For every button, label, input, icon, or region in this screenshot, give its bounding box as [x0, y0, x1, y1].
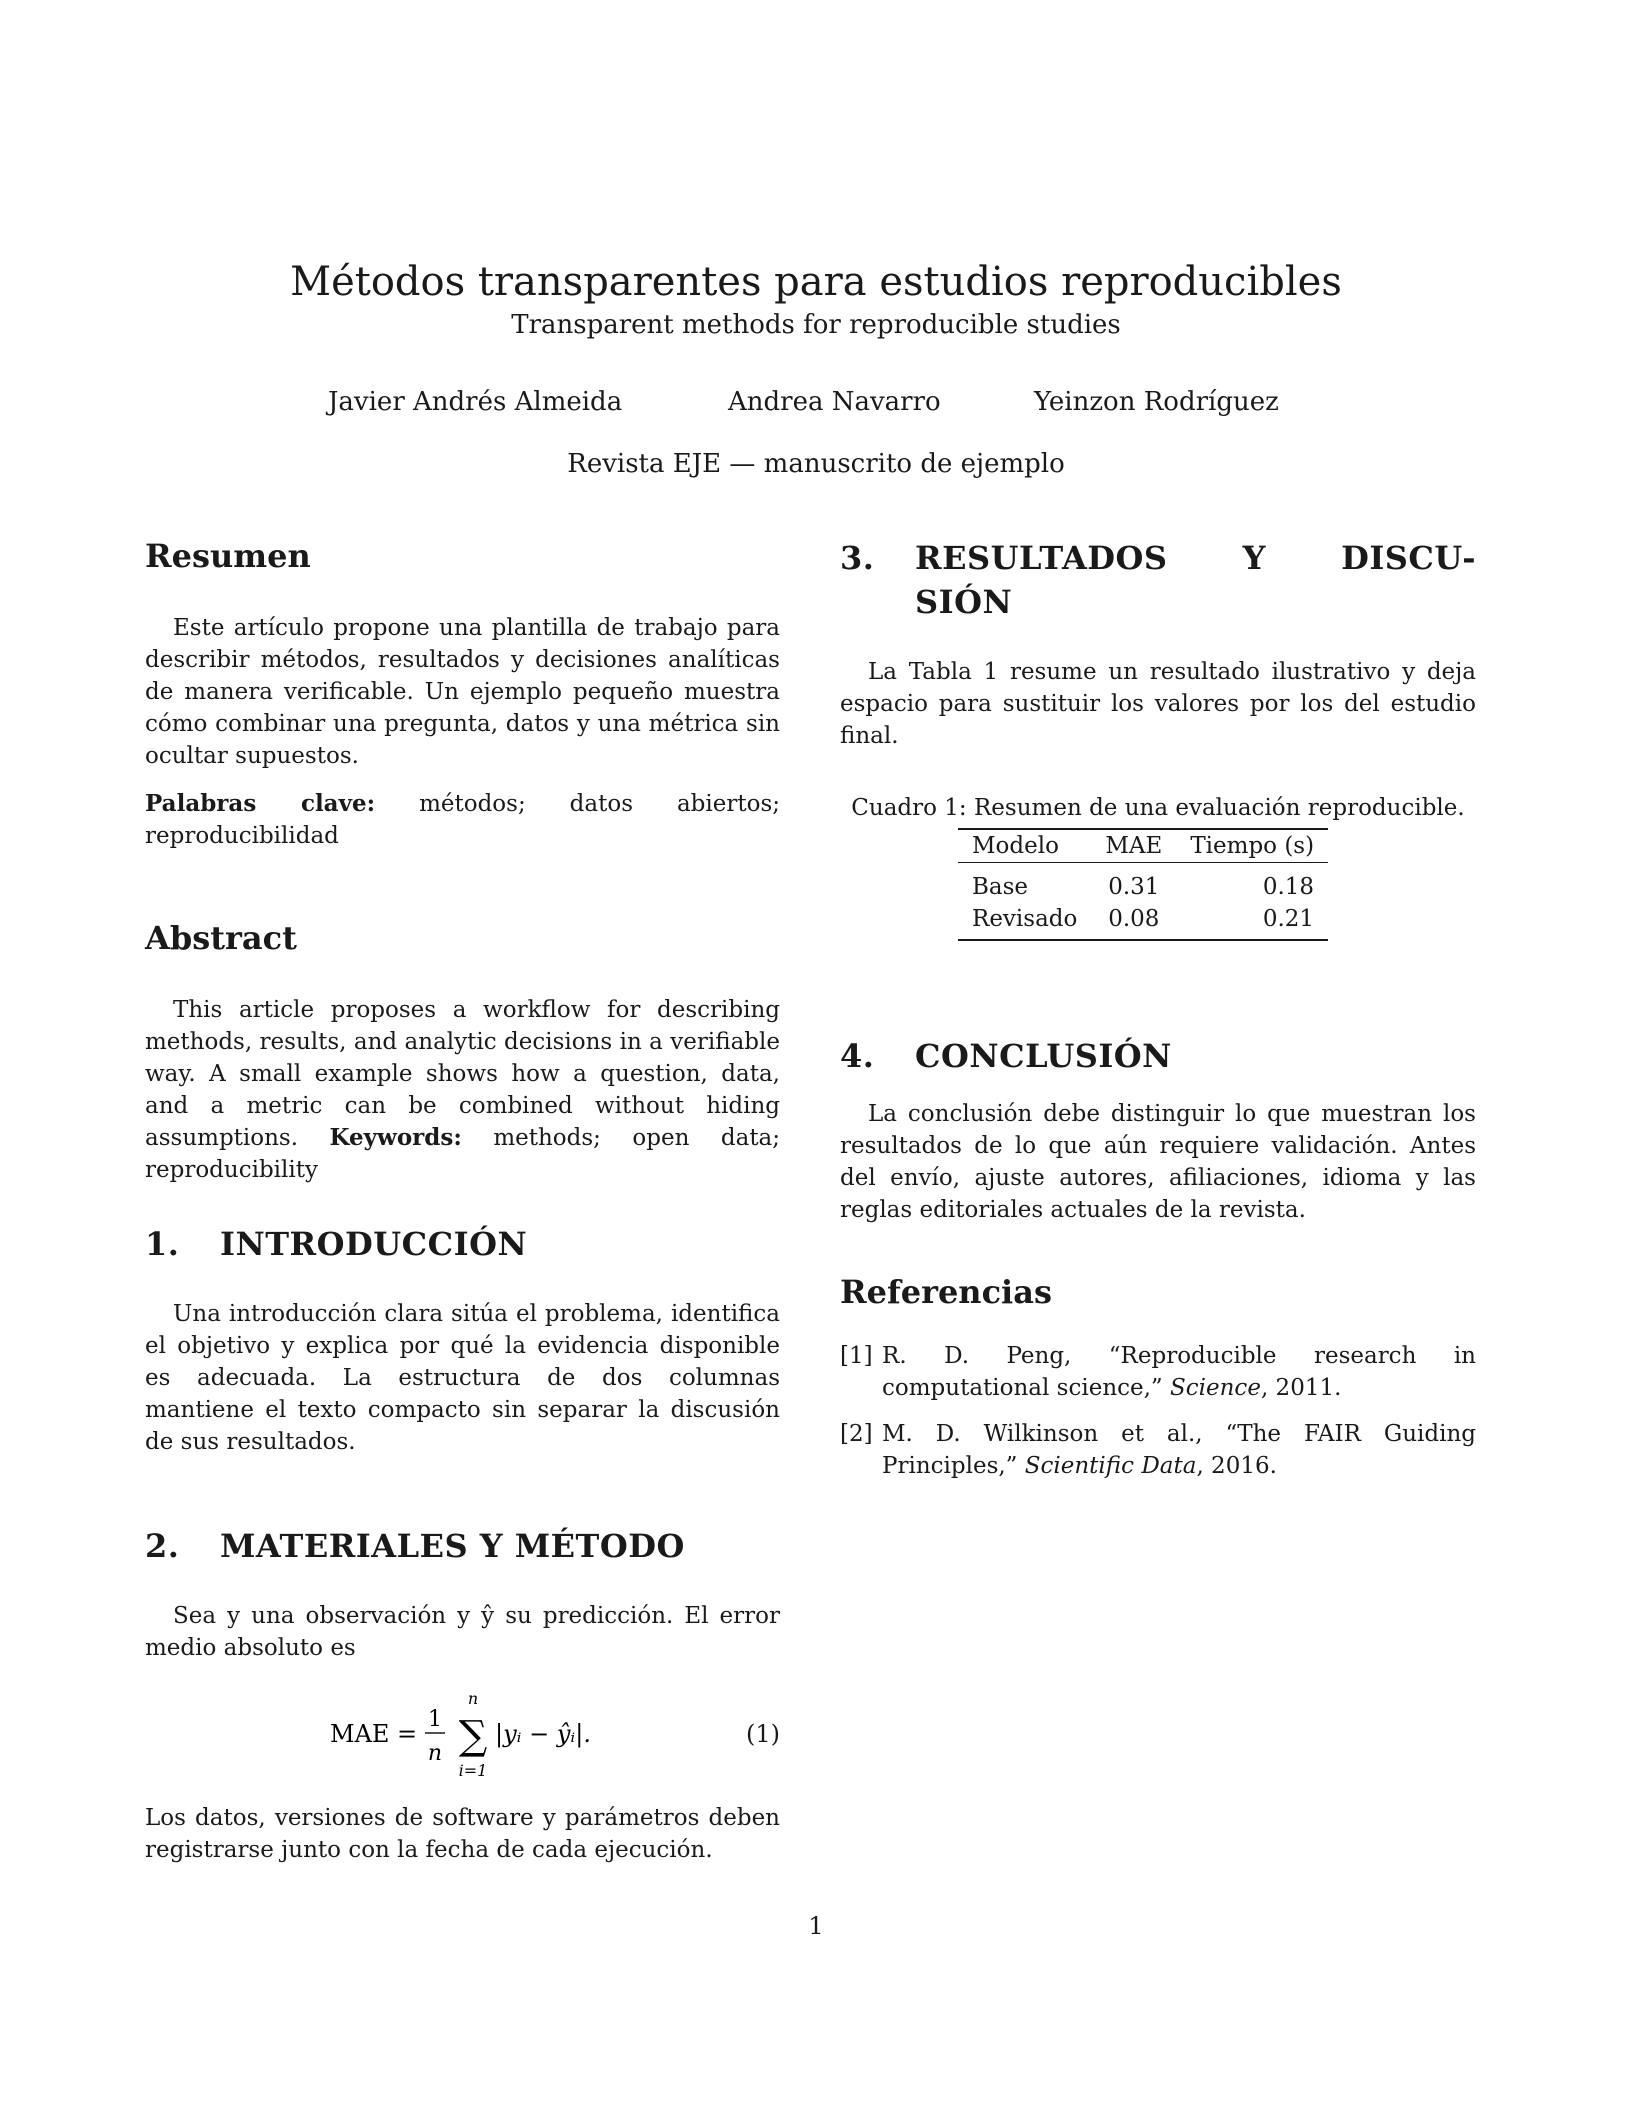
materiales-body	[145, 1600, 780, 1664]
table-row	[958, 863, 1328, 904]
keywords-label: Keywords:	[329, 1124, 462, 1151]
author-list	[0, 382, 1632, 422]
resultados-text: La Tabla 1 resume un resultado ilustrativo y deja espacio para sustituir los valores por los del estudio final.	[840, 659, 1476, 749]
paper-title: Métodos transparentes para estudios reproducibles	[290, 259, 1342, 305]
materiales-text-after: Los datos, versiones de software y parámetros deben registrarse junto con la fecha de cada ejecución.	[145, 1805, 780, 1863]
equation-fraction-denominator: n	[427, 1741, 443, 1766]
author-name: Javier Andrés Almeida	[328, 387, 623, 417]
equation-number: (1)	[746, 1720, 780, 1748]
introduccion-text: Una introducción clara sitúa el problema, identifica el objetivo y explica por qué la evidencia disponible es adecuada. La estructura de dos columnas mantiene el texto compacto sin separar la discusión de sus resultados.	[145, 1301, 780, 1455]
reference-year: , 2011.	[1260, 1375, 1342, 1401]
paper-subtitle: Transparent methods for reproducible studies	[511, 310, 1121, 340]
reference-journal: Science	[1170, 1375, 1261, 1401]
keywords-text: methods; open data; reproducibility	[145, 1125, 781, 1183]
reference-number: [2]	[840, 1421, 873, 1447]
abstract-body	[145, 994, 780, 1186]
venue-line: Revista EJE — manuscrito de ejemplo	[567, 449, 1065, 479]
resultados-body	[840, 656, 1476, 752]
table-header-cell: Modelo	[972, 833, 1059, 859]
reference-list	[840, 1340, 1476, 1482]
page-number: 1	[808, 1912, 824, 1940]
results-table	[958, 828, 1328, 941]
keywords-text: métodos; datos abiertos; reproducibilidad	[145, 791, 781, 849]
conclusion-text: La conclusión debe distinguir lo que muestran los resultados de lo que aún requiere validación. Antes del envío, ajuste autores, afiliaciones, idioma y las reglas editoriales actuales de la revista.	[840, 1101, 1476, 1223]
table-cell: Revisado	[972, 906, 1078, 932]
introduccion-body	[145, 1298, 780, 1458]
materiales-text: Sea y una observación y ŷ su predicción. El error medio absoluto es	[145, 1603, 780, 1661]
table-cell: 0.21	[1262, 906, 1315, 932]
resumen-body	[145, 612, 780, 772]
equation-block	[145, 1686, 780, 1782]
equation-lhs: MAE =	[330, 1720, 418, 1748]
table-header-cell: MAE	[1105, 833, 1163, 859]
resumen-heading: Resumen	[145, 537, 311, 575]
references-heading: Referencias	[840, 1273, 1052, 1311]
table-header-row	[958, 829, 1328, 863]
mae-equation	[145, 1686, 780, 1782]
reference-item	[840, 1340, 1476, 1404]
table-caption	[840, 792, 1476, 824]
section-heading-conclusion: 4. CONCLUSIÓN	[840, 1037, 1172, 1075]
resumen-keywords	[145, 788, 780, 852]
sum-upper-limit: n	[467, 1689, 479, 1708]
abstract-text: This article proposes a workflow for describing methods, results, and analytic decisions in a verifiable way. A small example shows how a question, data, and a metric can be combined without hiding assumptions.	[145, 997, 780, 1151]
materiales-body-after	[145, 1802, 780, 1866]
section-heading-materiales: 2. MATERIALES Y MÉTODO	[145, 1527, 685, 1565]
table-cell: Base	[972, 874, 1029, 900]
sum-lower-limit: i=1	[458, 1761, 488, 1780]
table-header-cell: Tiempo (s)	[1190, 833, 1315, 859]
equation-body: |yᵢ − ŷᵢ|.	[495, 1720, 591, 1748]
reference-item	[840, 1418, 1476, 1482]
equation-fraction-numerator: 1	[428, 1707, 442, 1732]
resumen-text: Este artículo propone una plantilla de trabajo para describir métodos, resultados y decisiones analíticas de manera verificable. Un ejemplo pequeño muestra cómo combinar una pregunta, datos y una métrica sin ocultar supuestos.	[145, 615, 780, 769]
conclusion-body	[840, 1098, 1476, 1226]
section-heading-resultados: 3. RESULTADOS Y DISCU- SIÓN	[840, 539, 1476, 621]
sum-symbol: ∑	[458, 1713, 488, 1759]
reference-year: , 2016.	[1196, 1453, 1277, 1479]
reference-text: M. D. Wilkinson et al., “The FAIR Guiding Principles,”	[882, 1421, 1476, 1479]
author-name: Andrea Navarro	[728, 387, 941, 417]
reference-journal: Scientific Data	[1024, 1453, 1197, 1479]
table-cell: 0.18	[1262, 874, 1315, 900]
reference-text: R. D. Peng, “Reproducible research in computational science,”	[882, 1343, 1476, 1401]
author-name: Yeinzon Rodríguez	[1034, 387, 1279, 417]
table-cell: 0.31	[1108, 874, 1160, 900]
abstract-heading: Abstract	[145, 919, 297, 957]
table-caption-text: Cuadro 1: Resumen de una evaluación reproducible.	[851, 795, 1465, 821]
keywords-label: Palabras clave:	[145, 790, 376, 817]
table-cell: 0.08	[1108, 906, 1160, 932]
section-heading-introduccion: 1. INTRODUCCIÓN	[145, 1225, 528, 1263]
table-row	[958, 903, 1328, 940]
reference-number: [1]	[840, 1343, 873, 1369]
